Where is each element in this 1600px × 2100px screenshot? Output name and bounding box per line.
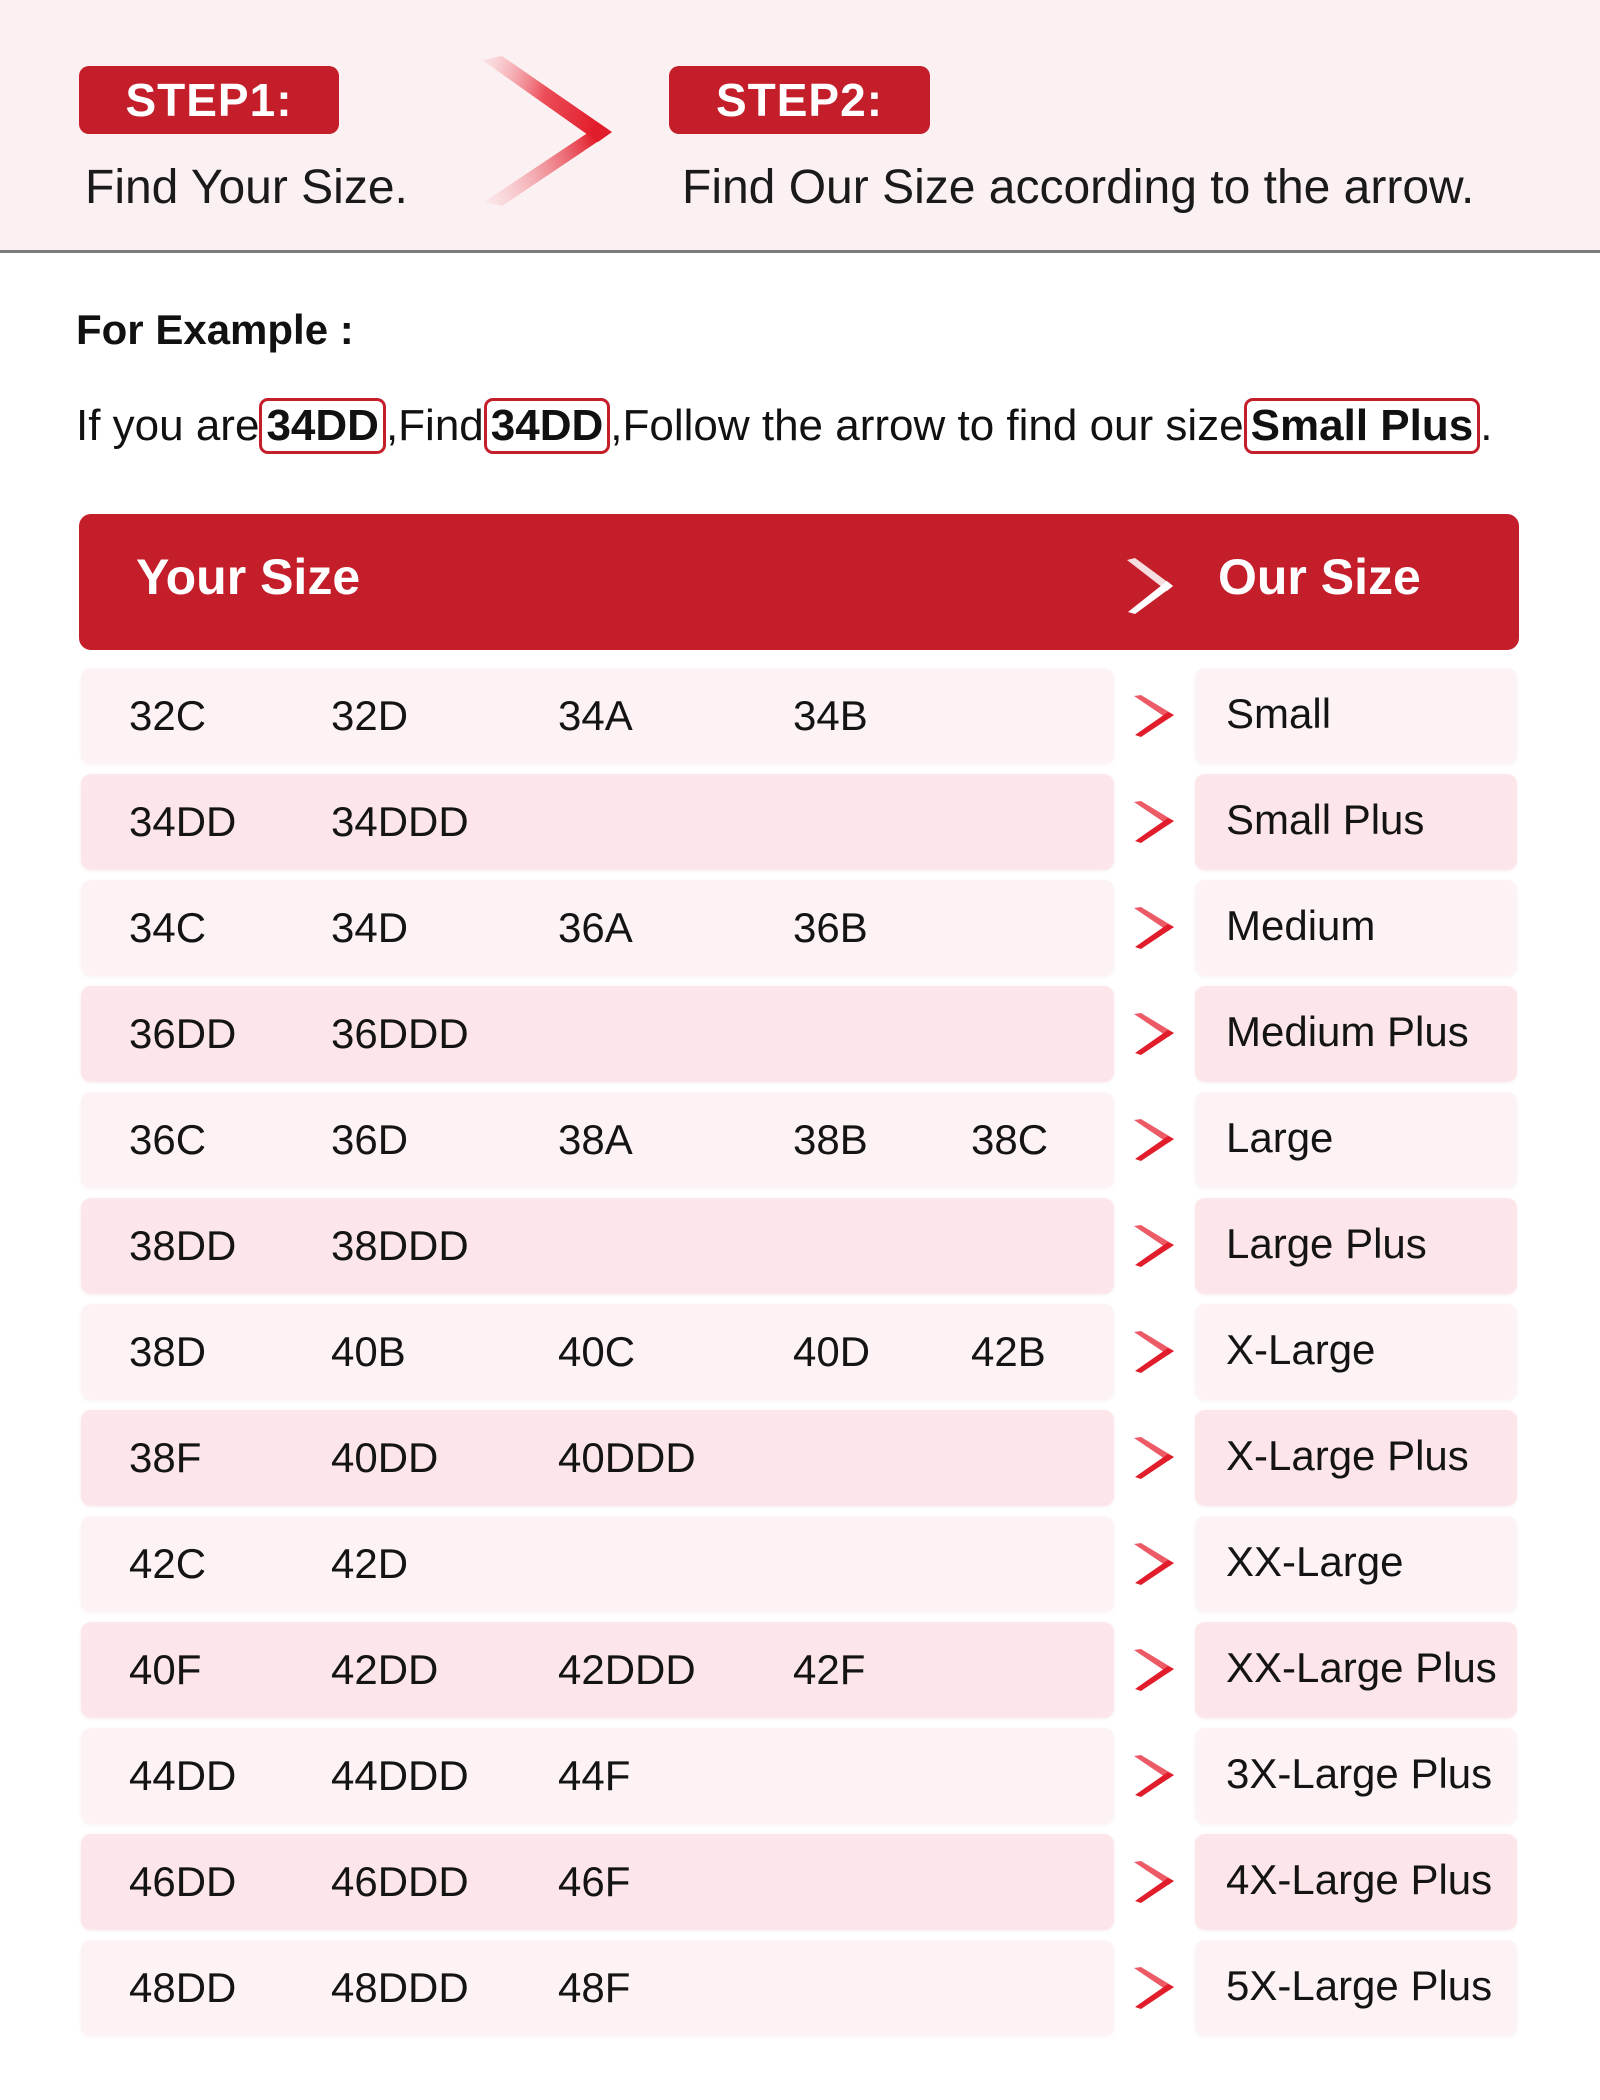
our-size-value: Small Plus <box>1226 796 1425 843</box>
your-size-heading: Your Size <box>136 549 361 605</box>
table-row <box>0 1728 1600 1826</box>
your-size-value: 42F <box>793 1646 866 1693</box>
your-size-value: 40DD <box>331 1434 439 1481</box>
your-size-value: 34DDD <box>331 798 469 845</box>
your-size-value: 38F <box>129 1434 202 1481</box>
your-size-value: 42DD <box>331 1646 439 1693</box>
our-size-value: 4X-Large Plus <box>1226 1856 1493 1903</box>
table-row <box>0 668 1600 766</box>
your-size-value: 38A <box>558 1116 633 1163</box>
chevron-right-icon <box>1130 1540 1178 1588</box>
your-size-value: 34A <box>558 692 633 739</box>
your-size-value: 42DDD <box>558 1646 696 1693</box>
chevron-right-icon <box>1130 1222 1178 1270</box>
your-size-value: 36C <box>129 1116 207 1163</box>
step1-text: Find Your Size. <box>85 161 408 214</box>
example-highlight-your-size: 34DD <box>259 398 386 454</box>
our-size-value: 3X-Large Plus <box>1226 1750 1493 1797</box>
example-highlight-our-size: Small Plus <box>1244 398 1481 454</box>
our-size-value: Medium <box>1226 902 1376 949</box>
chevron-right-icon <box>1130 904 1178 952</box>
chevron-right-icon <box>1130 1858 1178 1906</box>
table-row <box>0 1092 1600 1190</box>
our-size-value: Large <box>1226 1114 1334 1161</box>
example-text-4: . <box>1480 401 1493 450</box>
your-size-value: 46F <box>558 1858 631 1905</box>
your-size-value: 36B <box>793 904 868 951</box>
your-size-value: 42D <box>331 1540 409 1587</box>
chevron-right-icon <box>1130 1646 1178 1694</box>
our-size-heading: Our Size <box>1218 549 1421 605</box>
our-size-value: XX-Large <box>1226 1538 1404 1585</box>
your-size-value: 44F <box>558 1752 631 1799</box>
your-size-value: 36A <box>558 904 633 951</box>
table-row <box>0 1516 1600 1614</box>
step2-text: Find Our Size according to the arrow. <box>682 161 1475 214</box>
table-row <box>0 1410 1600 1508</box>
step2-badge: STEP2: <box>669 66 930 134</box>
our-size-value: XX-Large Plus <box>1226 1644 1497 1691</box>
your-size-value: 36DDD <box>331 1010 469 1057</box>
your-size-value: 48DDD <box>331 1964 469 2011</box>
your-size-value: 42C <box>129 1540 207 1587</box>
chevron-right-icon <box>1130 1116 1178 1164</box>
our-size-value: Small <box>1226 690 1332 737</box>
our-size-value: X-Large Plus <box>1226 1432 1469 1479</box>
table-row <box>0 1940 1600 2038</box>
example-sentence <box>76 398 1492 454</box>
table-row <box>0 986 1600 1084</box>
table-row <box>0 1834 1600 1932</box>
your-size-value: 36DD <box>129 1010 237 1057</box>
table-row <box>0 1198 1600 1296</box>
your-size-value: 40DDD <box>558 1434 696 1481</box>
your-size-value: 40C <box>558 1328 636 1375</box>
your-size-value: 46DD <box>129 1858 237 1905</box>
your-size-value: 38DDD <box>331 1222 469 1269</box>
your-size-value: 44DD <box>129 1752 237 1799</box>
size-table-header <box>79 514 1519 650</box>
table-row <box>0 1304 1600 1402</box>
example-text-2: ,Find <box>385 401 484 450</box>
your-size-value: 36D <box>331 1116 409 1163</box>
your-size-value: 32C <box>129 692 207 739</box>
table-row <box>0 880 1600 978</box>
your-size-value: 38D <box>129 1328 207 1375</box>
your-size-value: 46DDD <box>331 1858 469 1905</box>
your-size-value: 42B <box>971 1328 1046 1375</box>
our-size-value: Large Plus <box>1226 1220 1427 1267</box>
chevron-right-icon <box>1130 692 1178 740</box>
chevron-right-icon <box>480 52 630 212</box>
our-size-value: Medium Plus <box>1226 1008 1469 1055</box>
your-size-value: 34B <box>793 692 868 739</box>
your-size-value: 48F <box>558 1964 631 2011</box>
our-size-value: 5X-Large Plus <box>1226 1962 1493 2009</box>
your-size-value: 38DD <box>129 1222 237 1269</box>
your-size-value: 38B <box>793 1116 868 1163</box>
chevron-right-icon <box>1125 556 1177 616</box>
chevron-right-icon <box>1130 798 1178 846</box>
chevron-right-icon <box>1130 1010 1178 1058</box>
your-size-value: 44DDD <box>331 1752 469 1799</box>
your-size-value: 48DD <box>129 1964 237 2011</box>
chevron-right-icon <box>1130 1434 1178 1482</box>
your-size-value: 40D <box>793 1328 871 1375</box>
your-size-value: 40B <box>331 1328 406 1375</box>
chevron-right-icon <box>1130 1964 1178 2012</box>
example-title: For Example : <box>76 306 354 353</box>
your-size-cell-group <box>81 1516 1114 1612</box>
example-highlight-find-size: 34DD <box>484 398 611 454</box>
table-row <box>0 1622 1600 1720</box>
example-text-1: If you are <box>76 401 260 450</box>
example-text-3: ,Follow the arrow to find our size <box>610 401 1244 450</box>
our-size-value: X-Large <box>1226 1326 1376 1373</box>
your-size-value: 34D <box>331 904 409 951</box>
your-size-value: 38C <box>971 1116 1049 1163</box>
your-size-value: 34C <box>129 904 207 951</box>
your-size-value: 32D <box>331 692 409 739</box>
table-row <box>0 774 1600 872</box>
step1-badge: STEP1: <box>79 66 339 134</box>
your-size-value: 34DD <box>129 798 237 845</box>
steps-header <box>0 0 1600 253</box>
your-size-value: 40F <box>129 1646 202 1693</box>
chevron-right-icon <box>1130 1752 1178 1800</box>
chevron-right-icon <box>1130 1328 1178 1376</box>
